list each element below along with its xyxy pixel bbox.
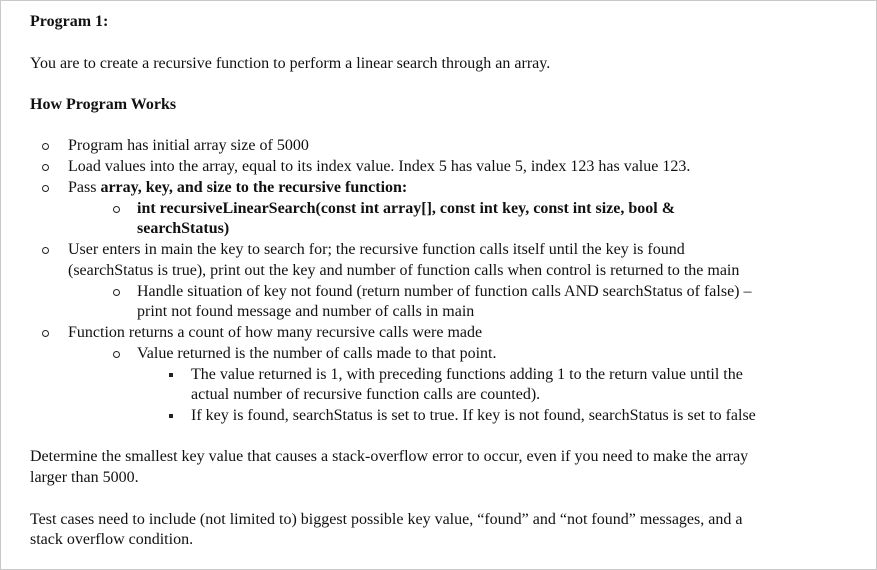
paragraph-line1: Test cases need to include (not limited to) biggest possible key value, “found” and “not found” messages, and a: [30, 511, 743, 528]
section-heading: How Program Works: [30, 96, 177, 113]
bullet-circle-icon: [42, 247, 49, 254]
sub-sub-item-line1: The value returned is 1, with preceding functions adding 1 to the return value until the: [191, 366, 743, 383]
bullet-circle-icon: [42, 185, 49, 192]
sub-item: Value returned is the number of calls made to that point.: [137, 345, 497, 362]
list-item-line1: User enters in main the key to search for; the recursive function calls itself until the key is found: [68, 241, 685, 258]
list-item: [68, 178, 407, 198]
sub-sub-item-line2: actual number of recursive function calls are counted).: [191, 386, 541, 403]
bullet-square-icon: [169, 373, 173, 377]
paragraph-line2: stack overflow condition.: [30, 531, 194, 548]
paragraph-line2: larger than 5000.: [30, 469, 139, 486]
paragraph-line1: Determine the smallest key value that causes a stack-overflow error to occur, even if you need to make the array: [30, 448, 749, 465]
function-signature-line2: searchStatus): [137, 220, 230, 237]
sub-item-line1: Handle situation of key not found (return number of function calls AND searchStatus of false) –: [137, 283, 752, 300]
bullet-square-icon: [169, 414, 173, 418]
sub-item-line2: print not found message and number of calls in main: [137, 303, 475, 320]
sub-sub-item: If key is found, searchStatus is set to true. If key is not found, searchStatus is set to false: [191, 407, 756, 424]
bullet-circle-icon: [113, 206, 120, 213]
function-signature-line1: int recursiveLinearSearch(const int array[], const int key, const int size, bool &: [137, 200, 676, 217]
bullet-circle-icon: [113, 289, 120, 296]
list-item-bold-text: array, key, and size to the recursive function:: [100, 179, 408, 196]
list-item: Program has initial array size of 5000: [68, 137, 309, 154]
program-title: Program 1:: [30, 13, 109, 30]
list-item: Load values into the array, equal to its index value. Index 5 has value 5, index 123 has value 123.: [68, 158, 691, 175]
bullet-circle-icon: [113, 351, 120, 358]
list-item: Function returns a count of how many recursive calls were made: [68, 324, 483, 341]
list-item-line2: (searchStatus is true), print out the key and number of function calls when control is returned to the main: [68, 262, 740, 279]
bullet-circle-icon: [42, 330, 49, 337]
bullet-circle-icon: [42, 143, 49, 150]
list-item-text: Pass: [68, 179, 101, 196]
bullet-circle-icon: [42, 164, 49, 171]
intro-paragraph: You are to create a recursive function to perform a linear search through an array.: [30, 55, 551, 72]
